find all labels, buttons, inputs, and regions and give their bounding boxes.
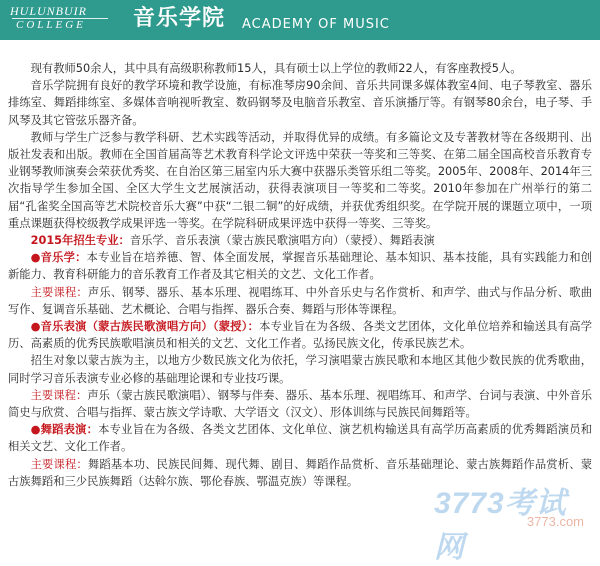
majors-label: 2015年招生专业：	[30, 234, 130, 248]
dance-performance-desc: 本专业旨在为各级、各类文艺团体、文化单位、演艺机构输送具有高学历高素质的优秀舞蹈演员和相关文艺、文化工作者。	[8, 423, 593, 454]
music-performance-desc: 本专业旨在为各级、各类文艺团体，文化单位培养和输送具有高学历、高素质的优秀民族歌唱演员和相关的文艺、文化工作者。弘扬民族文化，传承民族艺术。	[8, 320, 592, 351]
watermark-sub: 3773.com	[526, 514, 584, 529]
courses-label: 主要课程：	[30, 285, 88, 299]
college-logo	[10, 3, 110, 37]
music-studies-section	[8, 249, 592, 283]
music-performance-title: ●音乐表演（蒙古族民歌演唱方向）（蒙授）：	[30, 320, 260, 334]
courses-list: 舞蹈基本功、民族民间舞、现代舞、剧目、舞蹈作品赏析、音乐基础理论、蒙古族舞蹈作品赏析、蒙古族舞蹈和三少民族舞蹈（达斡尔族、鄂伦春族、鄂温克族）等课程。	[8, 457, 592, 488]
faculty-paragraph: 现有教师50余人，其中具有高级职称教师15人，具有硕士以上学位的教师22人，有客座教授5人。	[30, 62, 522, 75]
music-studies-title: ●音乐学：	[30, 251, 87, 265]
music-performance-section	[8, 318, 592, 352]
achievements-paragraph: 教师与学生广泛参与教学科研、艺术实践等活动，并取得优异的成绩。有多篇论文及专著教材等在各级期刊、出版社发表和出版。教师在全国首届高等艺术教育科学论文评选中荣获一等奖和三等奖、在第二届全国高校音乐教育专业钢琴教师演奏会荣获优秀奖、在自治区第三届室内乐大赛中获器乐类管乐组二等奖。2005年、2008年、2014年三次指导学生参加全国、全区大学生文艺展演活动，获得表演项目一等奖和二等奖。2010年参加在广州举行的第二届“孔雀奖全国高等艺术院校音乐大赛”中获“二银二铜”的好成绩，并获优秀组织奖。在学院开展的课题立项中，一项重点课题获得校级教学成果评选一等奖。在学院科研成果评选中获得一等奖、三等奖。	[8, 130, 592, 230]
courses-list: 声乐（蒙古族民歌演唱）、钢琴与伴奏、器乐、基本乐理、视唱练耳、和声学、台词与表演、中外音乐简史与欣赏、合唱与指挥、蒙古族文学诗歌、大学语文（汉文）、形体训练与民族民间舞蹈等。	[8, 388, 592, 420]
music-performance-enroll: 招生对象以蒙古族为主，以地方少数民族文化为依托，学习演唱蒙古族民歌和本地区其他少数民族的优秀歌曲，同时学习音乐表演专业必修的基础理论课和专业技巧课。	[8, 354, 592, 385]
music-studies-courses	[8, 284, 592, 318]
courses-label: 主要课程：	[30, 388, 88, 402]
page-header	[0, 0, 600, 40]
courses-label: 主要课程：	[30, 457, 88, 471]
logo-line-1: HULUNBUIR	[10, 4, 87, 18]
article-body	[8, 60, 592, 490]
music-studies-desc: 本专业旨在培养德、智、体全面发展，掌握音乐基础理论、基本知识、基本技能，具有实践能力和创新能力、教育科研能力的音乐教育工作者及其它相关的文艺、文化工作者。	[8, 251, 592, 282]
watermark-main: 3773考试网	[434, 487, 567, 564]
dance-performance-title: ●舞蹈表演：	[30, 423, 99, 437]
music-performance-courses	[8, 387, 592, 421]
majors-list: 音乐学、音乐表演（蒙古族民歌演唱方向）（蒙授）、舞蹈表演	[129, 234, 435, 248]
page-title: 音乐学院	[133, 6, 226, 31]
dance-performance-courses	[8, 456, 592, 490]
majors-2015	[8, 232, 592, 249]
facilities-paragraph: 音乐学院拥有良好的教学环境和教学设施，有标准琴房90余间、音乐共同课多媒体教室4间、电子琴教室、器乐排练室、舞蹈排练室、多媒体音响视听教室、数码钢琴及电脑音乐教室、音乐演播厅等。有钢琴80余台，电子琴、手风琴及其它管弦乐器齐备。	[8, 79, 592, 127]
courses-list: 声乐、钢琴、器乐、基本乐理、视唱练耳、中外音乐史与名作赏析、和声学、曲式与作品分析、歌曲写作、复调音乐基础、艺术概论、合唱与指挥、器乐合奏、舞蹈与形体等课程。	[8, 285, 592, 316]
page-subtitle: ACADEMY OF MUSIC	[242, 17, 390, 32]
dance-performance-section	[8, 421, 592, 455]
logo-line-2: COLLEGE	[16, 19, 86, 31]
